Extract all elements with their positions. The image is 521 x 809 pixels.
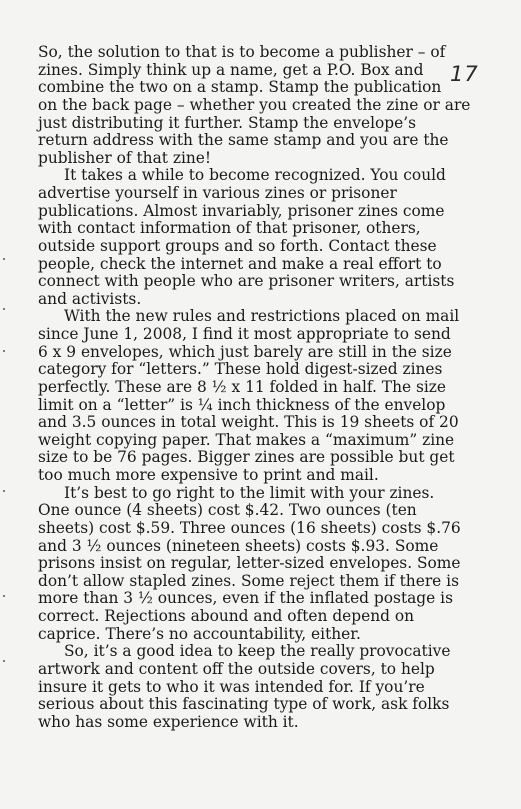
text-line: with contact information of that prisoner, others, [38, 219, 421, 238]
margin-mark [3, 308, 5, 310]
text-line: connect with people who are prisoner writers, artists [38, 272, 455, 291]
text-line: return address with the same stamp and you are the [38, 131, 449, 150]
text-line: insure it gets to who it was intended for. If you’re [38, 677, 425, 696]
text-line: people, check the internet and make a real effort to [38, 254, 442, 273]
text-line: advertise yourself in various zines or prisoner [38, 184, 397, 202]
text-line: outside support groups and so forth. Contact these [38, 236, 437, 255]
text-line: weight copying paper. That makes a “maximum” zine [38, 430, 455, 449]
text-line: don’t allow stapled zines. Some reject them if there is [38, 571, 460, 590]
margin-mark [3, 350, 5, 352]
body-text [38, 44, 498, 731]
text-line: 6 x 9 envelopes, which just barely are still in the size [38, 342, 452, 361]
text-line: who has some experience with it. [38, 712, 299, 731]
text-line: combine the two on a stamp. Stamp the publication [38, 78, 442, 97]
text-line: It’s best to go right to the limit with your zines. [64, 483, 435, 502]
text-line: just distributing it further. Stamp the envelope’s [38, 113, 417, 132]
text-line: With the new rules and restrictions placed on mail [64, 307, 460, 326]
margin-mark [3, 595, 5, 597]
text-line: caprice. There’s no accountability, either. [38, 624, 361, 643]
text-line: on the back page – whether you created the zine or are [38, 95, 471, 114]
margin-mark [3, 660, 5, 662]
text-line: serious about this fascinating type of work, ask folks [38, 695, 450, 714]
text-line: and activists. [38, 289, 142, 308]
text-line: perfectly. These are 8 ½ x 11 folded in half. The size [38, 377, 447, 396]
text-line: publisher of that zine! [38, 148, 212, 167]
text-line: more than 3 ½ ounces, even if the inflated postage is [38, 589, 453, 608]
text-line: since June 1, 2008, I find it most appropriate to send [38, 325, 451, 343]
text-line: correct. Rejections abound and often depend on [38, 607, 415, 625]
text-line: sheets) cost $.59. Three ounces (16 sheets) costs $.76 [38, 518, 461, 537]
text-line: artwork and content off the outside covers, to help [38, 659, 435, 678]
text-line: So, it’s a good idea to keep the really provocative [64, 642, 451, 661]
text-line: zines. Simply think up a name, get a P.O. Box and [38, 60, 424, 79]
text-line: size to be 76 pages. Bigger zines are possible but get [38, 448, 455, 467]
text-line: too much more expensive to print and mail. [38, 466, 379, 484]
text-line: So, the solution to that is to become a publisher – of [38, 43, 446, 61]
text-line: It takes a while to become recognized. You could [64, 166, 446, 185]
page-number: 17 [450, 62, 479, 86]
text-line: publications. Almost invariably, prisoner zines come [38, 201, 445, 220]
text-line: One ounce (4 sheets) cost $.42. Two ounces (ten [38, 501, 417, 520]
text-line: limit on a “letter” is ¼ inch thickness of the envelop [38, 395, 446, 414]
margin-mark [3, 490, 5, 492]
text-line: and 3 ½ ounces (nineteen sheets) costs $.93. Some [38, 536, 439, 555]
margin-mark [3, 258, 5, 260]
text-line: and 3.5 ounces in total weight. This is 19 sheets of 20 [38, 413, 459, 432]
text-line: category for “letters.” These hold digest-sized zines [38, 360, 443, 379]
text-line: prisons insist on regular, letter-sized envelopes. Some [38, 554, 461, 573]
